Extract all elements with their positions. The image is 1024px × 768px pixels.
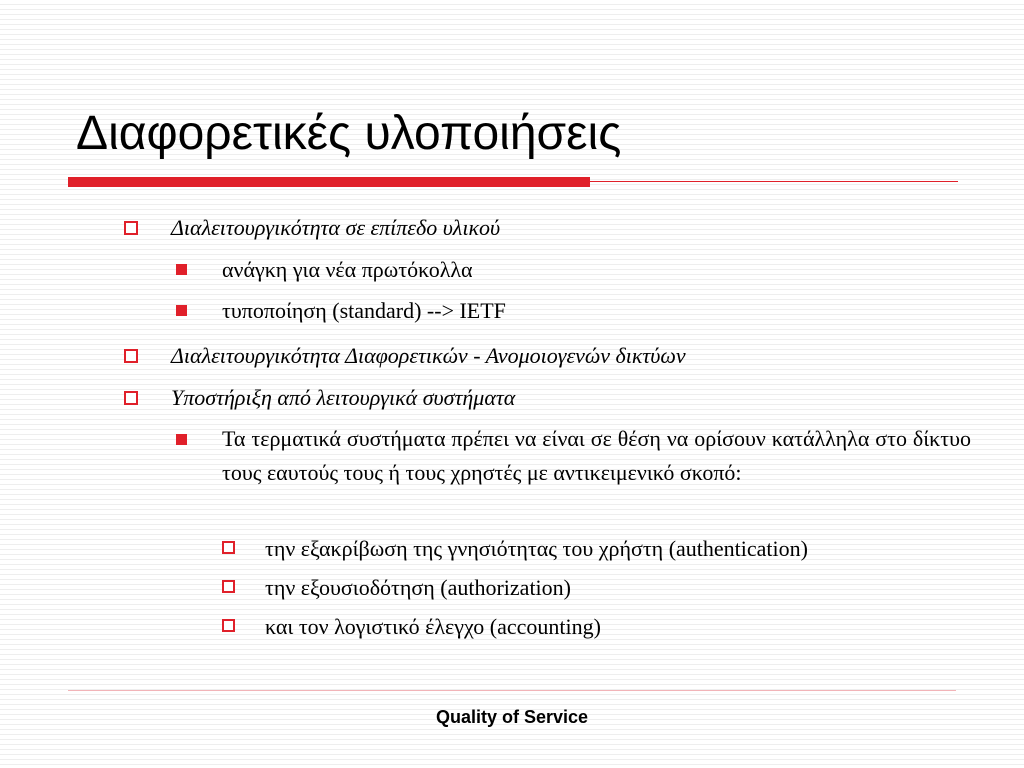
bullet-level1-text: Διαλειτουργικότητα σε επίπεδο υλικού xyxy=(171,215,501,240)
bullet-level3-text: την εξουσιοδότηση (authorization) xyxy=(265,575,571,600)
hollow-square-bullet-icon xyxy=(222,619,235,632)
title-underline-thick xyxy=(68,177,590,187)
hollow-square-bullet-icon xyxy=(222,541,235,554)
bullet-level1-text: Υποστήριξη από λειτουργικά συστήματα xyxy=(171,385,516,410)
hollow-square-bullet-icon xyxy=(124,391,138,405)
filled-square-bullet-icon xyxy=(176,434,187,445)
bullet-level2-text: τυποποίηση (standard) --> IETF xyxy=(222,298,506,323)
footer-divider xyxy=(68,690,956,691)
hollow-square-bullet-icon xyxy=(124,349,138,363)
bullet-level3-text: και τον λογιστικό έλεγχο (accounting) xyxy=(265,614,601,639)
bullet-level2-paragraph: Τα τερματικά συστήματα πρέπει να είναι σε θέση να ορίσουν κατάλληλα στο δίκτυο τους εαυτούς τους ή τους χρηστές με αντικειμενικό σκοπό: xyxy=(222,426,971,485)
title-underline-thin xyxy=(590,181,958,182)
filled-square-bullet-icon xyxy=(176,264,187,275)
bullet-level2-text: ανάγκη για νέα πρωτόκολλα xyxy=(222,257,473,282)
hollow-square-bullet-icon xyxy=(124,221,138,235)
slide-title: Διαφορετικές υλοποιήσεις xyxy=(76,107,622,160)
footer-title: Quality of Service xyxy=(435,707,589,727)
bullet-level3-text: την εξακρίβωση της γνησιότητας του χρήστη (authentication) xyxy=(265,536,808,561)
bullet-level1-text: Διαλειτουργικότητα Διαφορετικών - Ανομοιογενών δικτύων xyxy=(171,343,686,368)
filled-square-bullet-icon xyxy=(176,305,187,316)
hollow-square-bullet-icon xyxy=(222,580,235,593)
